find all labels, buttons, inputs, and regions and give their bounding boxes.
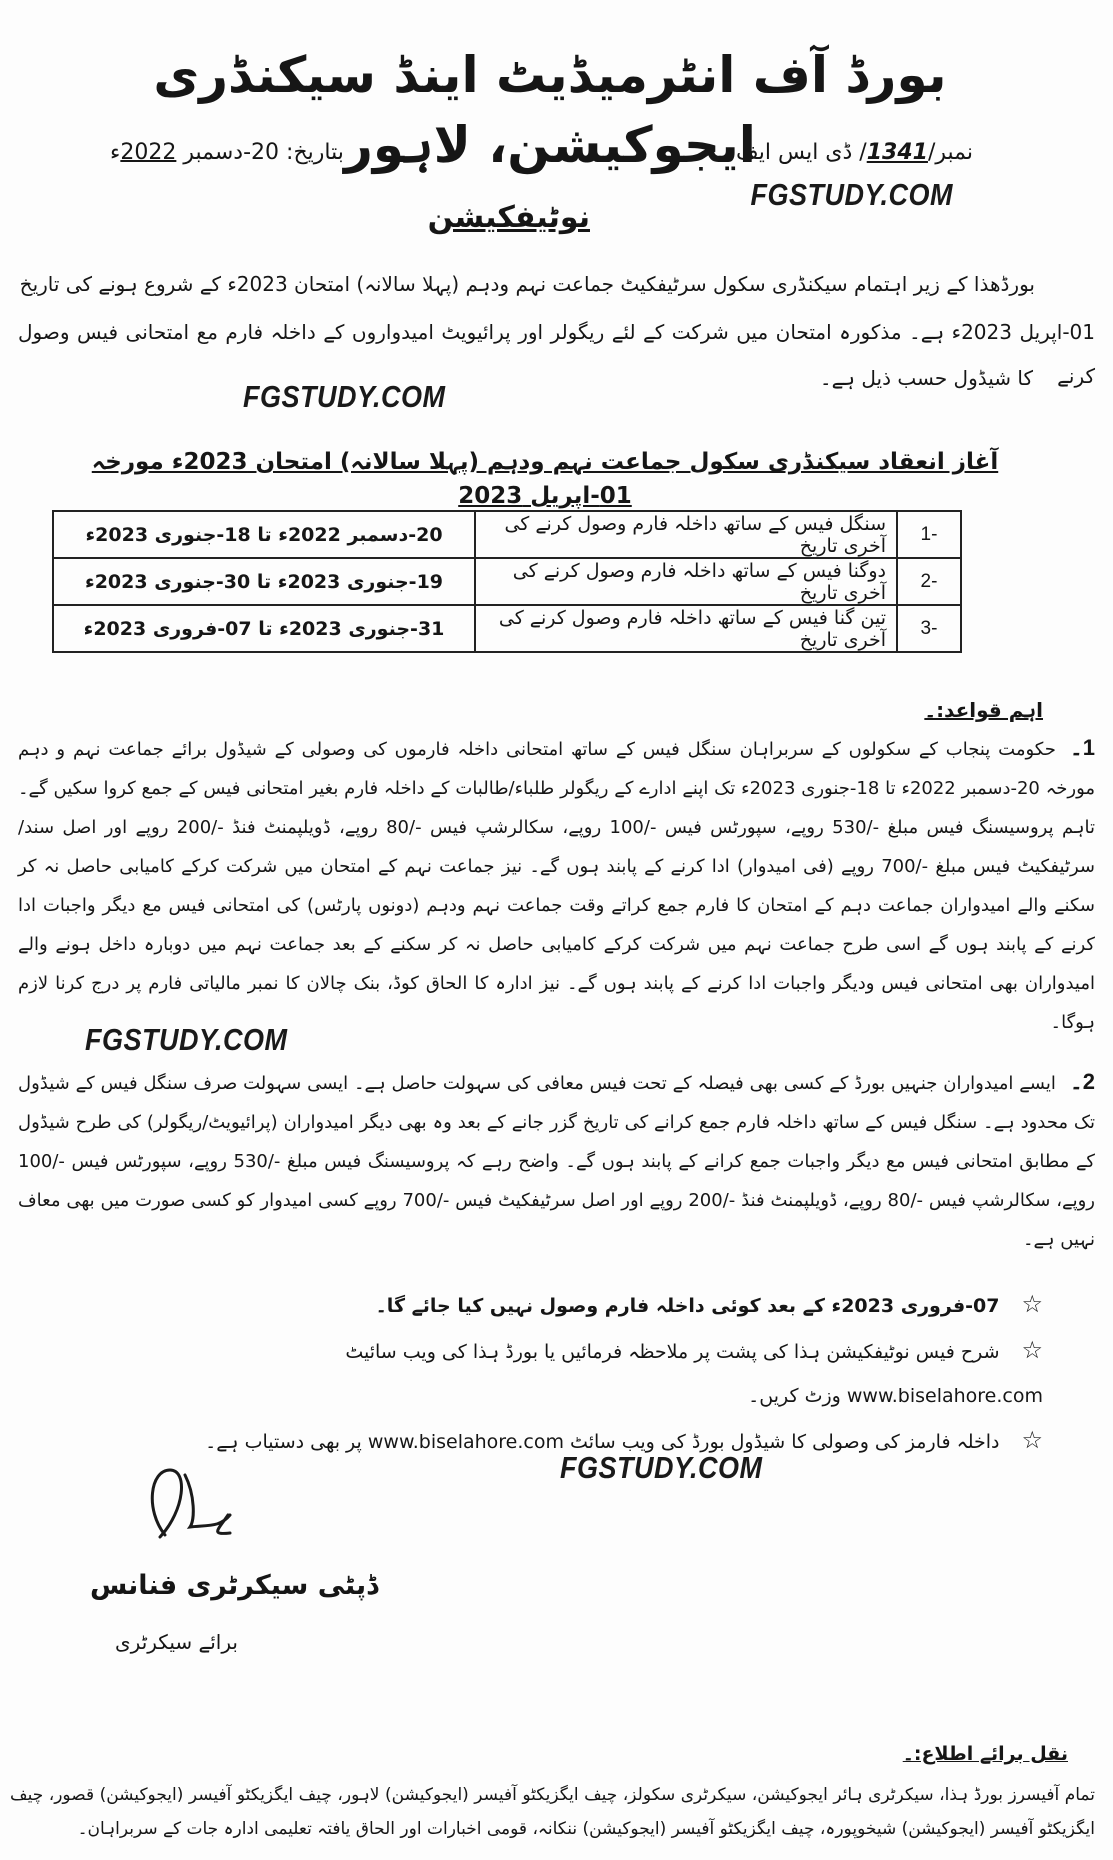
signatory-subtitle: برائے سیکرٹری [115,1630,238,1654]
issue-date [110,140,344,165]
star-icon: ☆ [1021,1336,1043,1364]
rules-heading: اہم قواعد:۔ [924,698,1043,722]
row-description: تین گنا فیس کے ساتھ داخلہ فارم وصول کرنے کی آخری تاریخ [475,605,897,652]
reference-number: نمبر/1341/ ڈی ایس ایف [736,140,973,165]
ref-suffix: ڈی ایس ایف [736,140,853,165]
ref-number-value: 1341 [866,140,928,165]
watermark: FGSTUDY.COM [560,1451,763,1485]
note-text: 07-فروری 2023ء کے بعد کوئی داخلہ فارم وصول نہیں کیا جائے گا۔ [375,1295,1000,1317]
date-suffix: ء [110,140,121,165]
date-year: 2022 [120,140,177,165]
rule-number: 2۔ [1069,1069,1095,1094]
rule-2 [18,1062,1095,1259]
schedule-table [52,510,962,653]
board-title: بورڈ آف انٹرمیڈیٹ اینڈ سیکنڈری ایجوکیشن، لاہور [153,46,947,174]
copy-heading: نقل برائے اطلاع:۔ [902,1743,1068,1765]
intro-line-2: 01-اپریل 2023ء ہے۔ مذکورہ امتحان میں شرکت کے لئے ریگولر اور پرائیویٹ امیدواروں کے داخلہ فارم مع امتحانی فیس وصول کرنے [18,320,1095,388]
row-number: -1 [897,511,961,558]
row-dates: 31-جنوری 2023ء تا 07-فروری 2023ء [53,605,475,652]
row-number: -2 [897,558,961,605]
rule-1 [18,728,1095,1042]
row-description: دوگنا فیس کے ساتھ داخلہ فارم وصول کرنے کی آخری تاریخ [475,558,897,605]
row-number: -3 [897,605,961,652]
notification-heading: نوٹیفکیشن [427,200,590,235]
note-text: شرح فیس نوٹیفکیشن ہذا کی پشت پر ملاحظہ فرمائیں یا بورڈ ہذا کی ویب سائیٹ www.biselahore.com وزٹ کریں۔ [345,1341,1043,1407]
rule-text: ایسے امیدواران جنہیں بورڈ کے کسی بھی فیصلہ کے تحت فیس معافی کی سہولت حاصل ہے۔ ایسی سہولت صرف سنگل فیس کے شیڈول تک محدود ہے۔ سنگل فیس کے ساتھ داخلہ فارم جمع کرانے کی تاریخ گزر جانے کے بعد وہ بھی دیگر امیدواران (پرائیویٹ/ریگولر) کی طرح شیڈول کے مطابق امتحانی فیس مع دیگر واجبات جمع کرانے کے پابند ہوں گے۔ واضح رہے کہ پروسیسنگ فیس مبلغ -/530 روپے، سپورٹس فیس -/100 روپے، سکالرشپ فیس -/80 روپے، ڈویلپمنٹ فنڈ -/200 روپے اور اصل سرٹیفکیٹ فیس -/700 روپے کسی امیدوار کو کسی صورت میں بھی معاف نہیں ہے۔ [18,1073,1095,1250]
signature-scribble-icon [140,1465,280,1545]
row-dates: 19-جنوری 2023ء تا 30-جنوری 2023ء [53,558,475,605]
note-item [183,1282,1043,1328]
watermark: FGSTUDY.COM [85,1023,288,1057]
signatory-title: ڈپٹی سیکرٹری فنانس [90,1570,379,1601]
table-row [53,605,961,652]
rule-text: حکومت پنجاب کے سکولوں کے سربراہان سنگل فیس کے ساتھ امتحانی داخلہ فارموں کی وصولی کے شیڈول برائے جماعت نہم و دہم مورخہ 20-دسمبر 2022ء تا 18-جنوری 2023ء تک اپنے ادارے کے ریگولر طلباء/طالبات کے داخلہ فارم بغیر امتحانی فیس کے جمع کروا سکیں گے۔ تاہم پروسیسنگ فیس مبلغ -/530 روپے، سپورٹس فیس -/100 روپے، سکالرشپ فیس -/80 روپے، ڈویلپمنٹ فنڈ -/200 روپے اور اصل سند/سرٹیفکیٹ فیس مبلغ -/700 روپے (فی امیدوار) ادا کرنے کے پابند ہوں گے۔ نیز جماعت نہم کے امتحان میں شرکت کرکے کامیابی حاصل نہ کر سکنے والے امیدواران جماعت دہم کے امتحان کا فارم جمع کراتے وقت جماعت نہم ودہم (دونوں پارٹس) کی امتحانی فیس مع دیگر واجبات ادا کرنے کے پابند ہوں گے اسی طرح جماعت نہم میں شرکت کرکے کامیابی حاصل نہ کر سکنے کے بعد جماعت نہم میں دوبارہ داخل ہونے والے امیدواران بھی امتحانی فیس ودیگر واجبات ادا کرنے کے پابند ہوں گے۔ نیز ادارہ کا الحاق کوڈ، بنک چالان کا نمبر مالیاتی فارم پر درج کرنا لازم ہوگا۔ [18,739,1096,1033]
intro-line-1: بورڈھذا کے زیر اہتمام سیکنڈری سکول سرٹیفکیٹ جماعت نہم ودہم (پہلا سالانہ) امتحان 2023ء کے شروع ہونے کی تاریخ [19,272,1035,296]
copy-recipients: تمام آفیسرز بورڈ ہذا، سیکرٹری ہائر ایجوکیشن، سیکرٹری سکولز، چیف ایگزیکٹو آفیسر (ایجوکیشن) لاہور، چیف ایگزیکٹو آفیسر (ایجوکیشن) قصور، چیف ایگزیکٹو آفیسر (ایجوکیشن) شیخوپورہ، چیف ایگزیکٹو آفیسر (ایجوکیشن) ننکانہ، قومی اخبارات اور الحاق یافتہ تعلیمی ادارہ جات کے سربراہان۔ [10,1785,1095,1839]
row-description: سنگل فیس کے ساتھ داخلہ فارم وصول کرنے کی آخری تاریخ [475,511,897,558]
ref-label: نمبر [935,140,973,165]
note-text: داخلہ فارمز کی وصولی کا شیڈول بورڈ کی ویب سائٹ www.biselahore.com پر بھی دستیاب ہے۔ [205,1431,1000,1453]
watermark: FGSTUDY.COM [243,380,446,414]
rule-number: 1۔ [1069,735,1095,760]
notes-list [183,1282,1043,1464]
star-icon: ☆ [1021,1426,1043,1454]
note-item [183,1328,1043,1418]
table-row [53,511,961,558]
table-row [53,558,961,605]
date-value: 20-دسمبر [183,140,280,165]
row-dates: 20-دسمبر 2022ء تا 18-جنوری 2023ء [53,511,475,558]
watermark: FGSTUDY.COM [750,178,953,212]
schedule-title: آغاز انعقاد سیکنڈری سکول جماعت نہم ودہم (پہلا سالانہ) امتحان 2023ء مورخہ 01-اپریل 2023 [91,449,999,509]
date-label: بتاریخ: [286,140,344,165]
star-icon: ☆ [1021,1290,1043,1318]
intro-line-3: کا شیڈول حسب ذیل ہے۔ [819,366,1033,390]
